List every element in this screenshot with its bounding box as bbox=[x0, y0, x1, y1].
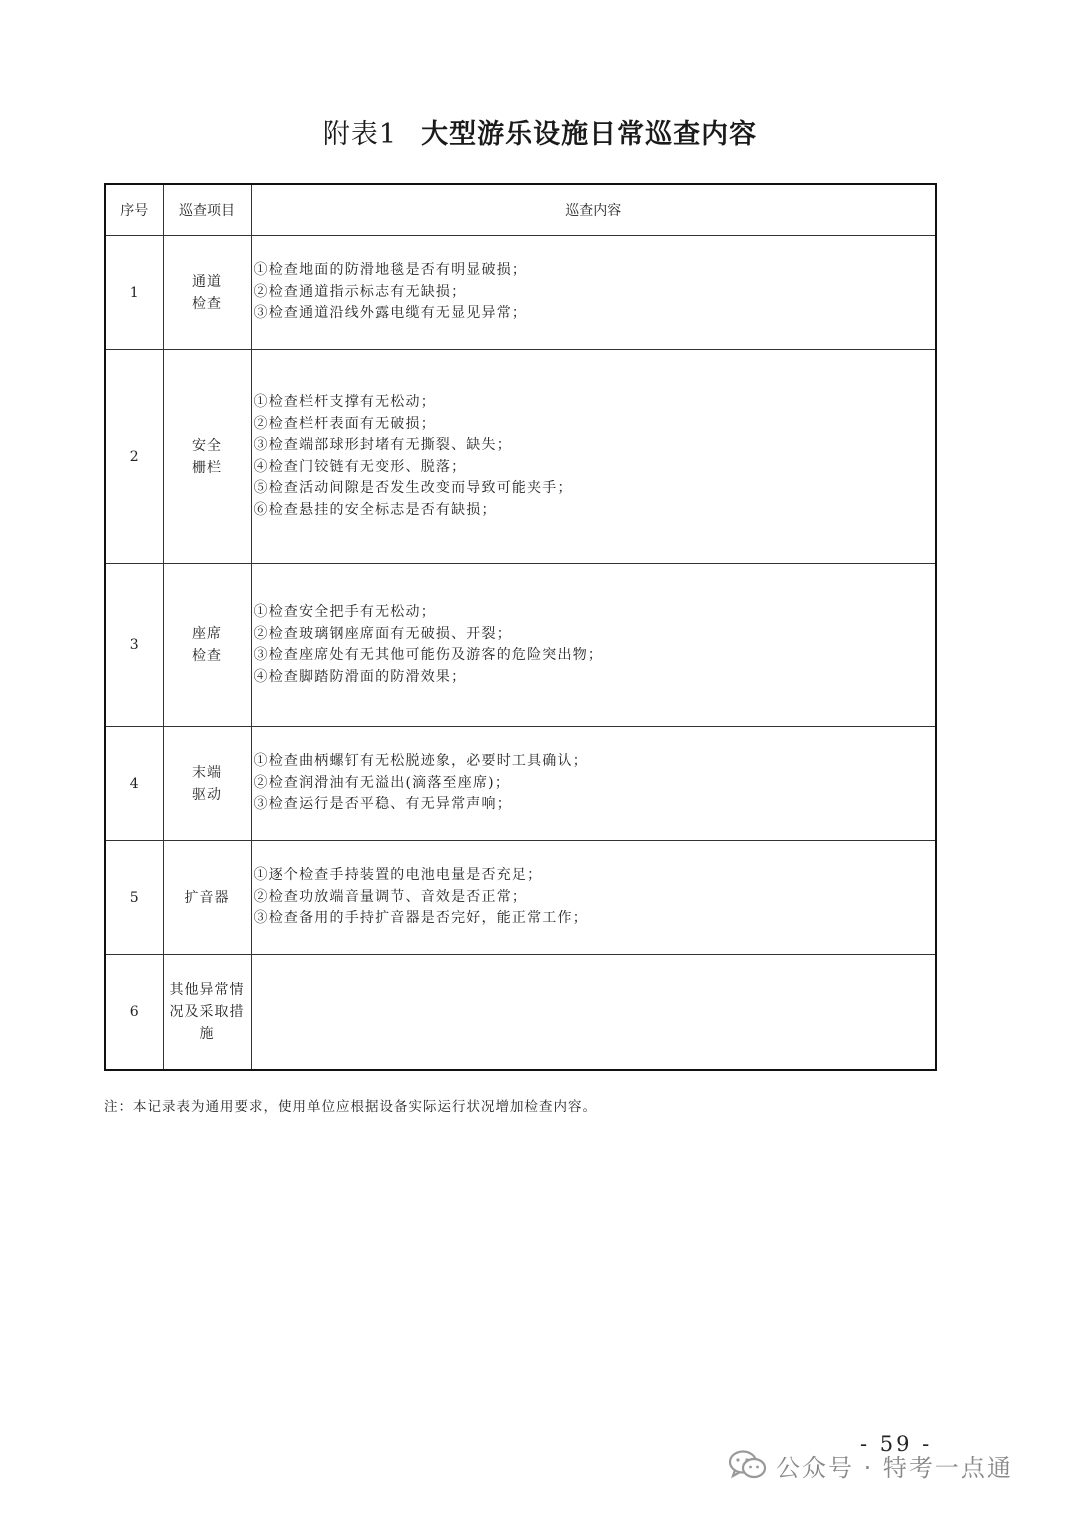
row-item-cell bbox=[163, 236, 251, 350]
content-line: ①检查栏杆支撑有无松动； bbox=[253, 394, 436, 410]
content-line: ②检查功放端音量调节、音效是否正常； bbox=[253, 888, 528, 905]
header-item: 巡查项目 bbox=[163, 184, 251, 236]
table-row bbox=[105, 350, 936, 564]
table-row bbox=[105, 236, 936, 350]
row-content bbox=[251, 955, 936, 1070]
row-item-cell bbox=[163, 350, 251, 564]
row-item: 安全栅栏 bbox=[192, 437, 222, 476]
row-item-cell bbox=[163, 564, 251, 727]
row-item: 通道检查 bbox=[192, 273, 222, 312]
content-line: ③检查备用的手持扩音器是否完好，能正常工作； bbox=[253, 910, 588, 927]
patrol-table bbox=[104, 183, 937, 1071]
content-line: ④检查脚踏防滑面的防滑效果； bbox=[253, 668, 467, 685]
row-item-cell bbox=[163, 727, 251, 841]
table-row bbox=[105, 727, 936, 841]
row-content bbox=[251, 350, 936, 564]
content-line: ⑤检查活动间隙是否发生改变而导致可能夹手； bbox=[253, 480, 573, 496]
row-item: 扩音器 bbox=[184, 889, 230, 906]
row-item: 座席检查 bbox=[192, 626, 222, 664]
content-line: ①逐个检查手持装置的电池电量是否充足； bbox=[253, 867, 543, 884]
content-line: ③检查运行是否平稳、有无异常声响； bbox=[253, 796, 512, 813]
row-item: 其他异常情况及采取措施 bbox=[169, 981, 245, 1042]
row-content bbox=[251, 727, 936, 841]
row-item-cell bbox=[163, 841, 251, 955]
title-prefix: 附表1 bbox=[322, 119, 398, 150]
watermark-text: 公众号 · 特考一点通 bbox=[776, 1453, 1013, 1482]
content-line: ②检查润滑油有无溢出(滴落至座席)； bbox=[253, 774, 511, 791]
row-content bbox=[251, 236, 936, 350]
row-item-cell bbox=[163, 955, 251, 1070]
table-row bbox=[105, 955, 936, 1070]
content-line: ⑥检查悬挂的安全标志是否有缺损； bbox=[253, 501, 497, 518]
page-title bbox=[0, 112, 1080, 151]
content-line: ③检查通道沿线外露电缆有无显见异常； bbox=[253, 305, 528, 322]
table-note: 注：本记录表为通用要求，使用单位应根据设备实际运行状况增加检查内容。 bbox=[104, 1099, 597, 1115]
watermark bbox=[728, 1442, 1013, 1488]
row-content bbox=[251, 841, 936, 955]
content-line: ②检查玻璃钢座席面有无破损、开裂； bbox=[253, 625, 512, 642]
header-content: 巡查内容 bbox=[251, 184, 936, 236]
title-text: 大型游乐设施日常巡查内容 bbox=[421, 119, 758, 150]
content-line: ④检查门铰链有无变形、脱落； bbox=[253, 458, 467, 475]
table-row bbox=[105, 841, 936, 955]
row-item: 末端驱动 bbox=[192, 764, 222, 803]
row-seq: 6 bbox=[105, 955, 163, 1070]
content-line: ①检查地面的防滑地毯是否有明显破损； bbox=[253, 262, 528, 279]
wechat-icon bbox=[728, 1449, 768, 1481]
row-seq: 1 bbox=[105, 236, 163, 350]
content-line: ①检查曲柄螺钉有无松脱迹象，必要时工具确认； bbox=[253, 753, 588, 770]
row-seq: 2 bbox=[105, 350, 163, 564]
row-seq: 5 bbox=[105, 841, 163, 955]
content-line: ③检查座席处有无其他可能伤及游客的危险突出物； bbox=[253, 647, 604, 663]
content-line: ②检查通道指示标志有无缺损； bbox=[253, 283, 467, 300]
header-seq: 序号 bbox=[105, 184, 163, 236]
table-header-row bbox=[105, 184, 936, 236]
page-number: - 59 - bbox=[860, 1432, 933, 1456]
table-row bbox=[105, 564, 936, 727]
row-content bbox=[251, 564, 936, 727]
content-line: ③检查端部球形封堵有无撕裂、缺失； bbox=[253, 437, 512, 453]
content-line: ②检查栏杆表面有无破损； bbox=[253, 415, 436, 432]
row-seq: 3 bbox=[105, 564, 163, 727]
row-seq: 4 bbox=[105, 727, 163, 841]
content-line: ①检查安全把手有无松动； bbox=[253, 604, 436, 620]
